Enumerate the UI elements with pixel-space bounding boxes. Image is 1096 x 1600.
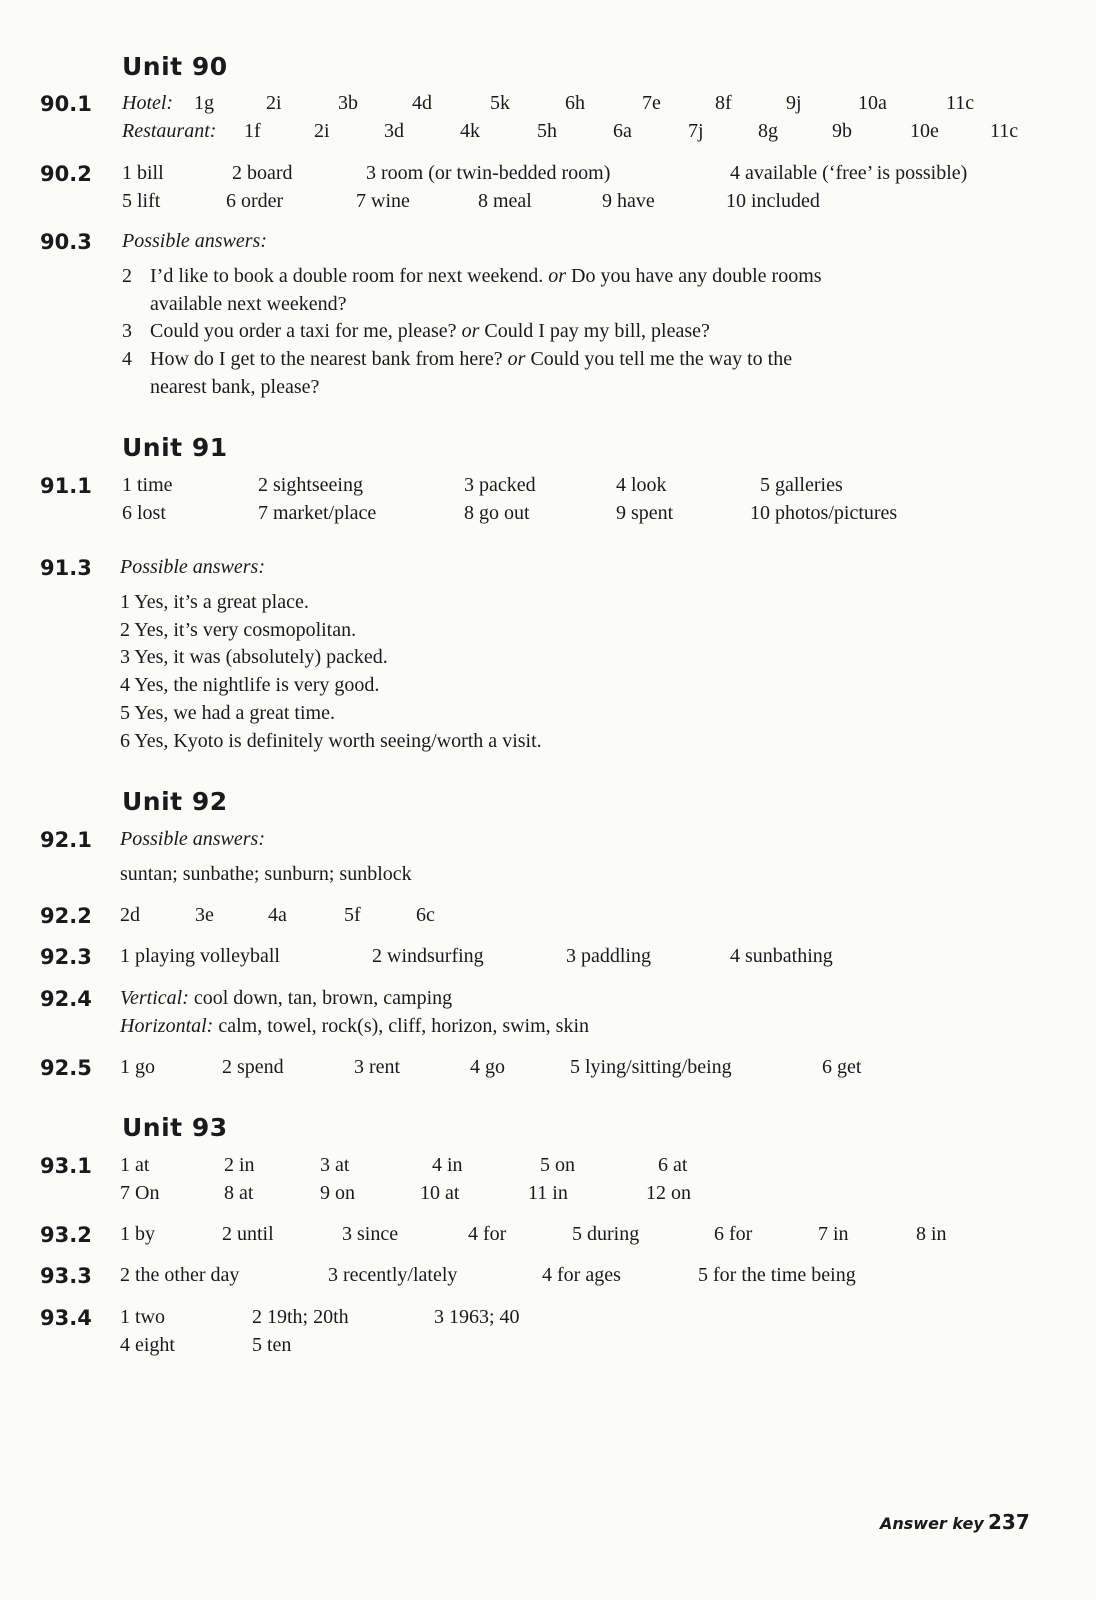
answer: 2 in bbox=[224, 1154, 255, 1176]
exercise-92-2-number: 92.2 bbox=[40, 904, 92, 928]
answer: 3 recently/lately bbox=[328, 1264, 458, 1286]
exercise-93-2-number: 93.2 bbox=[40, 1223, 92, 1247]
answer: 5 on bbox=[540, 1154, 575, 1176]
hotel-label: Hotel: bbox=[122, 92, 174, 114]
answer: 1 two bbox=[120, 1306, 165, 1328]
answer: 6 lost bbox=[122, 502, 166, 524]
exercise-90-3-number: 90.3 bbox=[40, 230, 92, 254]
answer: 1 by bbox=[120, 1223, 155, 1245]
answer-line: 1 Yes, it’s a great place. bbox=[120, 591, 309, 613]
answer-line: suntan; sunbathe; sunburn; sunblock bbox=[120, 863, 412, 885]
exercise-92-3-number: 92.3 bbox=[40, 945, 92, 969]
answer: 8 at bbox=[224, 1182, 254, 1204]
exercise-93-4-number: 93.4 bbox=[40, 1306, 92, 1330]
exercise-93-3-number: 93.3 bbox=[40, 1264, 92, 1288]
answer-line: 2 Yes, it’s very cosmopolitan. bbox=[120, 619, 357, 641]
exercise-91-3-number: 91.3 bbox=[40, 556, 92, 580]
answer: 7 wine bbox=[356, 190, 410, 212]
answer: 5 during bbox=[572, 1223, 640, 1245]
page-number: 237 bbox=[988, 1510, 1030, 1534]
item-number: 2 bbox=[122, 265, 132, 287]
answer: 4 available (‘free’ is possible) bbox=[730, 162, 968, 184]
answer: 2 the other day bbox=[120, 1264, 240, 1286]
answer: 7 On bbox=[120, 1182, 160, 1204]
answer: 9b bbox=[832, 120, 852, 142]
answer: 4k bbox=[460, 120, 480, 142]
answer: 2i bbox=[266, 92, 282, 114]
possible-answers-label: Possible answers: bbox=[120, 556, 265, 578]
answer: 11 in bbox=[528, 1182, 568, 1204]
answer: 4 for bbox=[468, 1223, 507, 1245]
answer-line: 5 Yes, we had a great time. bbox=[120, 702, 335, 724]
answer: 12 on bbox=[646, 1182, 691, 1204]
answer: 1 time bbox=[122, 474, 173, 496]
answer: 2i bbox=[314, 120, 330, 142]
answer: 4d bbox=[412, 92, 432, 114]
answer-line: 6 Yes, Kyoto is definitely worth seeing/worth a visit. bbox=[120, 730, 542, 752]
answer: 8g bbox=[758, 120, 778, 142]
answer: 2 19th; 20th bbox=[252, 1306, 349, 1328]
answer: 5 for the time being bbox=[698, 1264, 856, 1286]
answer: 1 go bbox=[120, 1056, 155, 1078]
answer-line: 3 Yes, it was (absolutely) packed. bbox=[120, 646, 388, 668]
answer: 3 room (or twin-bedded room) bbox=[366, 162, 611, 184]
unit-93-heading: Unit 93 bbox=[122, 1113, 228, 1142]
exercise-91-1-number: 91.1 bbox=[40, 474, 92, 498]
answer: 1 playing volleyball bbox=[120, 945, 280, 967]
answer: 9 have bbox=[602, 190, 655, 212]
answer: 2d bbox=[120, 904, 140, 926]
answer: 7 market/place bbox=[258, 502, 377, 524]
exercise-90-2-number: 90.2 bbox=[40, 162, 92, 186]
answer: 11c bbox=[946, 92, 975, 114]
answer: 2 windsurfing bbox=[372, 945, 484, 967]
answer: 5 lift bbox=[122, 190, 161, 212]
answer: 8 go out bbox=[464, 502, 530, 524]
answer: 6 order bbox=[226, 190, 284, 212]
answer: 4 for ages bbox=[542, 1264, 621, 1286]
answer: 3 paddling bbox=[566, 945, 651, 967]
answer: 6h bbox=[565, 92, 585, 114]
answer: 2 board bbox=[232, 162, 293, 184]
answer: 6a bbox=[613, 120, 632, 142]
answer: 2 sightseeing bbox=[258, 474, 363, 496]
answer: 6 at bbox=[658, 1154, 688, 1176]
answer: 2 until bbox=[222, 1223, 274, 1245]
answer: 3e bbox=[195, 904, 214, 926]
unit-90-heading: Unit 90 bbox=[122, 52, 228, 81]
answer: 3 since bbox=[342, 1223, 399, 1245]
answer-line: Vertical: cool down, tan, brown, camping bbox=[120, 987, 453, 1009]
answer-line: How do I get to the nearest bank from here? or Could you tell me the way to the bbox=[150, 348, 793, 370]
answer: 2 spend bbox=[222, 1056, 284, 1078]
answer: 1 bill bbox=[122, 162, 164, 184]
answer: 3 packed bbox=[464, 474, 536, 496]
exercise-92-1-number: 92.1 bbox=[40, 828, 92, 852]
answer: 1 at bbox=[120, 1154, 150, 1176]
answer: 4a bbox=[268, 904, 287, 926]
answer-line: available next weekend? bbox=[150, 293, 347, 315]
answer: 5k bbox=[490, 92, 510, 114]
answer-line: nearest bank, please? bbox=[150, 376, 320, 398]
answer: 4 sunbathing bbox=[730, 945, 833, 967]
answer: 7j bbox=[688, 120, 704, 142]
exercise-92-5-number: 92.5 bbox=[40, 1056, 92, 1080]
item-number: 3 bbox=[122, 320, 132, 342]
answer-line: 4 Yes, the nightlife is very good. bbox=[120, 674, 380, 696]
answer: 10 included bbox=[726, 190, 820, 212]
unit-92-heading: Unit 92 bbox=[122, 787, 228, 816]
answer: 4 in bbox=[432, 1154, 463, 1176]
answer: 10 photos/pictures bbox=[750, 502, 898, 524]
answer: 5 galleries bbox=[760, 474, 843, 496]
answer: 1f bbox=[244, 120, 261, 142]
answer: 3 at bbox=[320, 1154, 350, 1176]
answer: 6 for bbox=[714, 1223, 753, 1245]
answer: 8 in bbox=[916, 1223, 947, 1245]
answer: 5h bbox=[537, 120, 557, 142]
answer: 10 at bbox=[420, 1182, 460, 1204]
answer-line: I’d like to book a double room for next weekend. or Do you have any double rooms bbox=[150, 265, 822, 287]
answer: 4 eight bbox=[120, 1334, 175, 1356]
possible-answers-label: Possible answers: bbox=[122, 230, 267, 252]
answer: 4 look bbox=[616, 474, 667, 496]
answer: 6 get bbox=[822, 1056, 862, 1078]
answer: 8 meal bbox=[478, 190, 532, 212]
answer: 1g bbox=[194, 92, 214, 114]
answer: 11c bbox=[990, 120, 1019, 142]
answer: 7e bbox=[642, 92, 661, 114]
answer: 3 1963; 40 bbox=[434, 1306, 520, 1328]
answer: 4 go bbox=[470, 1056, 505, 1078]
exercise-90-1-number: 90.1 bbox=[40, 92, 92, 116]
answer: 6c bbox=[416, 904, 435, 926]
answer: 5 ten bbox=[252, 1334, 292, 1356]
answer: 10a bbox=[858, 92, 887, 114]
answer: 5f bbox=[344, 904, 361, 926]
item-number: 4 bbox=[122, 348, 132, 370]
answer: 3d bbox=[384, 120, 404, 142]
answer-line: Could you order a taxi for me, please? or Could I pay my bill, please? bbox=[150, 320, 710, 342]
unit-91-heading: Unit 91 bbox=[122, 433, 228, 462]
exercise-93-1-number: 93.1 bbox=[40, 1154, 92, 1178]
answer: 3 rent bbox=[354, 1056, 401, 1078]
answer: 3b bbox=[338, 92, 358, 114]
answer: 9 spent bbox=[616, 502, 674, 524]
exercise-92-4-number: 92.4 bbox=[40, 987, 92, 1011]
footer-section-label: Answer key bbox=[880, 1514, 984, 1533]
restaurant-label: Restaurant: bbox=[122, 120, 217, 142]
answer: 9 on bbox=[320, 1182, 355, 1204]
answer: 10e bbox=[910, 120, 939, 142]
answer: 9j bbox=[786, 92, 802, 114]
possible-answers-label: Possible answers: bbox=[120, 828, 265, 850]
answer: 8f bbox=[715, 92, 732, 114]
answer: 5 lying/sitting/being bbox=[570, 1056, 732, 1078]
answer-line: Horizontal: calm, towel, rock(s), cliff, horizon, swim, skin bbox=[120, 1015, 590, 1037]
answer: 7 in bbox=[818, 1223, 849, 1245]
